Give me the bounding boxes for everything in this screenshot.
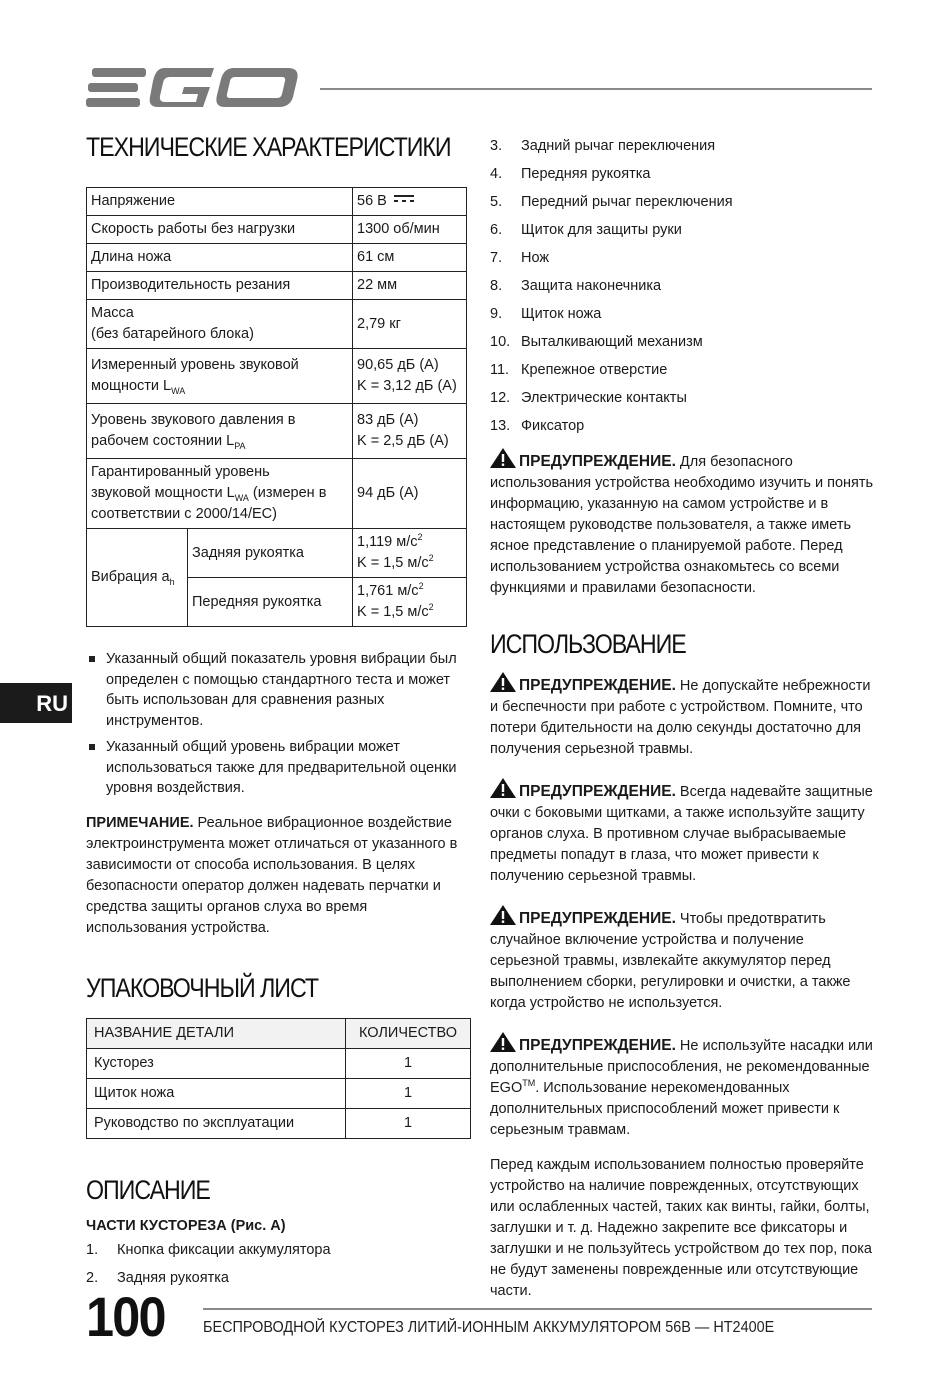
table-row: [87, 349, 467, 404]
item-number: 3.: [490, 138, 503, 154]
item-number: 9.: [490, 306, 503, 322]
rear-value-line: K = 1,5 м/с: [357, 555, 429, 571]
warning-paragraph: [490, 905, 875, 1014]
spec-value: [353, 188, 467, 216]
front-value-line: 1,761 м/с: [357, 583, 419, 599]
table-row: [87, 1108, 471, 1138]
warning-text: Не используйте насадки или дополнительные приспособления, не рекомендованные EGO: [490, 1038, 873, 1096]
item-text: Щиток для защиты руки: [521, 222, 682, 238]
warning-text: Для безопасного использования устройства необходимо изучить и понять информацию, указанную на самом устройстве и в настоящем руководстве пользователя, а также иметь ясное представление о планируемой работе. Перед использованием устройства ознакомьтесь со всеми функциями и правилами безопасности.: [490, 454, 874, 596]
header-rule: [320, 88, 872, 90]
voltage-value: 56 В: [357, 193, 387, 209]
table-row: [87, 1078, 471, 1108]
warning-text: Всегда надевайте защитные очки с боковыми щитками, а также используйте защиту органов слуха. В противном случае выбрасываемые предметы попадут в глаза, что может привести к получению серьезной травмы.: [490, 784, 873, 884]
right-column: [490, 132, 875, 1302]
power-label-line: Измеренный уровень звуковой: [91, 357, 299, 373]
guaranteed-label-line: Гарантированный уровень: [91, 464, 270, 480]
item-number: 7.: [490, 250, 503, 266]
item-number: 11.: [490, 362, 510, 378]
guaranteed-label-line: соответствии с 2000/14/EC): [91, 506, 277, 522]
item-number: 10.: [490, 334, 511, 350]
warning-label: ПРЕДУПРЕЖДЕНИЕ.: [519, 677, 676, 694]
spec-value: [353, 529, 467, 578]
list-item: [490, 160, 875, 188]
warning-triangle-icon: [490, 672, 516, 692]
warning-triangle-icon: [490, 905, 516, 925]
item-text: Кнопка фиксации аккумулятора: [117, 1241, 331, 1258]
list-item: [490, 328, 875, 356]
power-label-line: мощности L: [91, 378, 172, 394]
guaranteed-label-line: (измерен в: [248, 485, 327, 501]
trademark-superscript: TM: [522, 1078, 536, 1089]
item-text: Защита наконечника: [521, 278, 662, 294]
mass-label-line: (без батарейного блока): [91, 326, 254, 342]
table-row: [87, 459, 467, 529]
item-number: 2.: [86, 1269, 99, 1286]
parts-subtitle: ЧАСТИ КУСТОРЕЗА (Рис. A): [86, 1217, 286, 1234]
part-name: Кусторез: [87, 1048, 346, 1078]
table-row: [87, 1048, 471, 1078]
list-item: [490, 244, 875, 272]
note-paragraph: [86, 813, 471, 939]
list-item: [490, 188, 875, 216]
superscript: 2: [417, 532, 423, 543]
superscript: 2: [428, 602, 434, 613]
warning-text: . Использование нерекомендованных дополнительных приспособлений может привести к серьезным травмам.: [490, 1080, 840, 1138]
spec-label: Скорость работы без нагрузки: [87, 216, 353, 244]
list-item: [490, 356, 875, 384]
pressure-value-line: K = 2,5 дБ (A): [357, 433, 449, 449]
item-text: Задний рычаг переключения: [521, 138, 716, 154]
list-item: [490, 132, 875, 160]
list-item: Указанный общий уровень вибрации может использоваться также для предварительной оценки уровня воздействия.: [86, 737, 471, 799]
guaranteed-subscript: WA: [234, 492, 249, 503]
item-text: Нож: [521, 250, 550, 266]
front-value-line: K = 1,5 м/с: [357, 604, 429, 620]
language-label: RU: [36, 691, 68, 716]
warning-text: Чтобы предотвратить случайное включение устройства и получение серьезной травмы, извлекайте аккумулятор перед выполнением сборки, регулировки и очистки, а также когда устройство не используется.: [490, 911, 851, 1011]
item-text: Выталкивающий механизм: [521, 334, 703, 350]
warning-triangle-icon: [490, 448, 516, 468]
vibration-subscript: h: [169, 576, 175, 587]
item-number: 6.: [490, 222, 503, 238]
spec-value: 22 мм: [353, 272, 467, 300]
list-item: [490, 216, 875, 244]
part-name: Руководство по эксплуатации: [87, 1108, 346, 1138]
part-qty: 1: [346, 1078, 471, 1108]
spec-value: [353, 404, 467, 459]
warning-text: Не допускайте небрежности и беспечности при работе с устройством. Помните, что потери бдительности на долю секунды достаточно для получения серьезной травмы.: [490, 678, 871, 757]
list-item: [490, 300, 875, 328]
item-text: Задняя рукоятка: [117, 1269, 229, 1286]
superscript: 2: [418, 581, 424, 592]
power-subscript: WA: [171, 385, 186, 396]
table-row: [87, 272, 467, 300]
parts-list-right: [490, 132, 875, 440]
item-text: Электрические контакты: [521, 390, 687, 406]
warning-triangle-icon: [490, 1032, 516, 1052]
power-value-line: 90,65 дБ (A): [357, 357, 439, 373]
item-number: 1.: [86, 1241, 99, 1258]
specs-table: [86, 187, 467, 627]
item-number: 8.: [490, 278, 503, 294]
table-row: [87, 529, 467, 578]
part-name: Щиток ножа: [87, 1078, 346, 1108]
column-header: КОЛИЧЕСТВО: [346, 1018, 471, 1048]
warning-triangle-icon: [490, 778, 516, 798]
spec-value: [353, 578, 467, 627]
item-number: 13.: [490, 418, 511, 434]
inspection-paragraph: Перед каждым использованием полностью проверяйте устройство на наличие поврежденных, отсутствующих или ослабленных частей, таких как винты, гайки, болты, заглушки и т. д. Надежно закрепите все фиксаторы и заглушки и не пользуйтесь устройством до тех пор, пока не будут заменены поврежденные или отсутствующие части.: [490, 1157, 872, 1299]
spec-value: 61 см: [353, 244, 467, 272]
power-value-line: K = 3,12 дБ (A): [357, 378, 457, 394]
list-item: Указанный общий показатель уровня вибрации был определен с помощью стандартного теста и может быть использован для сравнения разных инструментов.: [86, 649, 471, 731]
spec-label: [87, 404, 353, 459]
list-item: [490, 272, 875, 300]
footer-rule: [203, 1308, 872, 1310]
spec-label: Длина ножа: [87, 244, 353, 272]
ego-logo: [86, 64, 301, 119]
table-row: [87, 300, 467, 349]
vibration-label-text: Вибрация a: [91, 569, 170, 585]
dc-symbol-icon: [394, 195, 414, 204]
spec-value: 94 дБ (A): [353, 459, 467, 529]
specs-title: ТЕХНИЧЕСКИЕ ХАРАКТЕРИСТИКИ: [86, 132, 451, 162]
part-qty: 1: [346, 1108, 471, 1138]
description-title: ОПИСАНИЕ: [86, 1174, 210, 1205]
table-row: [87, 216, 467, 244]
spec-label: Напряжение: [87, 188, 353, 216]
table-header-row: [87, 1018, 471, 1048]
guaranteed-label-line: звуковой мощности L: [91, 485, 235, 501]
spec-label: [87, 300, 353, 349]
table-row: [87, 404, 467, 459]
item-text: Щиток ножа: [521, 306, 602, 322]
warning-label: ПРЕДУПРЕЖДЕНИЕ.: [519, 453, 676, 470]
left-column: [86, 132, 471, 1292]
part-qty: 1: [346, 1048, 471, 1078]
list-item: [490, 384, 875, 412]
warning-paragraph: [490, 448, 875, 599]
table-row: [87, 244, 467, 272]
note-text: Реальное вибрационное воздействие электроинструмента может отличаться от указанного в зависимости от способа использования. В целях безопасности оператор должен надевать перчатки и средства защиты органов слуха во время использования устройства.: [86, 814, 458, 936]
list-item: [490, 412, 875, 440]
usage-title: ИСПОЛЬЗОВАНИЕ: [490, 629, 686, 659]
rear-value-line: 1,119 м/с: [357, 534, 418, 550]
mass-label-line: Масса: [91, 305, 134, 321]
language-tab: [0, 683, 72, 723]
vibration-label: [87, 529, 188, 627]
spec-value: 2,79 кг: [353, 300, 467, 349]
packing-title: УПАКОВОЧНЫЙ ЛИСТ: [86, 972, 319, 1003]
warning-label: ПРЕДУПРЕЖДЕНИЕ.: [519, 910, 676, 927]
item-text: Фиксатор: [521, 418, 585, 434]
spec-label: [87, 459, 353, 529]
item-number: 12.: [490, 390, 511, 406]
superscript: 2: [428, 553, 434, 564]
page-number: 100: [86, 1285, 165, 1348]
warning-paragraph: [490, 778, 875, 887]
spec-label: Производительность резания: [87, 272, 353, 300]
warning-label: ПРЕДУПРЕЖДЕНИЕ.: [519, 783, 676, 800]
list-item: [86, 1236, 471, 1264]
packing-table: [86, 1018, 471, 1139]
vibration-notes: [86, 649, 471, 799]
item-number: 4.: [490, 166, 503, 182]
item-text: Крепежное отверстие: [521, 362, 668, 378]
warning-paragraph: [490, 672, 875, 760]
warning-label: ПРЕДУПРЕЖДЕНИЕ.: [519, 1037, 676, 1054]
column-header: НАЗВАНИЕ ДЕТАЛИ: [87, 1018, 346, 1048]
pressure-subscript: PA: [234, 440, 246, 451]
front-handle-label: Передняя рукоятка: [188, 578, 353, 627]
item-number: 5.: [490, 194, 503, 210]
spec-label: [87, 349, 353, 404]
spec-value: [353, 349, 467, 404]
pressure-value-line: 83 дБ (A): [357, 412, 419, 428]
rear-handle-label: Задняя рукоятка: [188, 529, 353, 578]
footer-title: БЕСПРОВОДНОЙ КУСТОРЕЗ ЛИТИЙ-ИОННЫМ АККУМУЛЯТОРОМ 56В — HT2400E: [203, 1319, 775, 1336]
item-text: Передний рычаг переключения: [521, 194, 733, 210]
spec-value: 1300 об/мин: [353, 216, 467, 244]
pressure-label-line: рабочем состоянии L: [91, 433, 235, 449]
table-row: [87, 188, 467, 216]
note-label: ПРИМЕЧАНИЕ.: [86, 814, 194, 831]
item-text: Передняя рукоятка: [521, 166, 651, 182]
warning-paragraph: [490, 1032, 875, 1141]
pressure-label-line: Уровень звукового давления в: [91, 412, 296, 428]
